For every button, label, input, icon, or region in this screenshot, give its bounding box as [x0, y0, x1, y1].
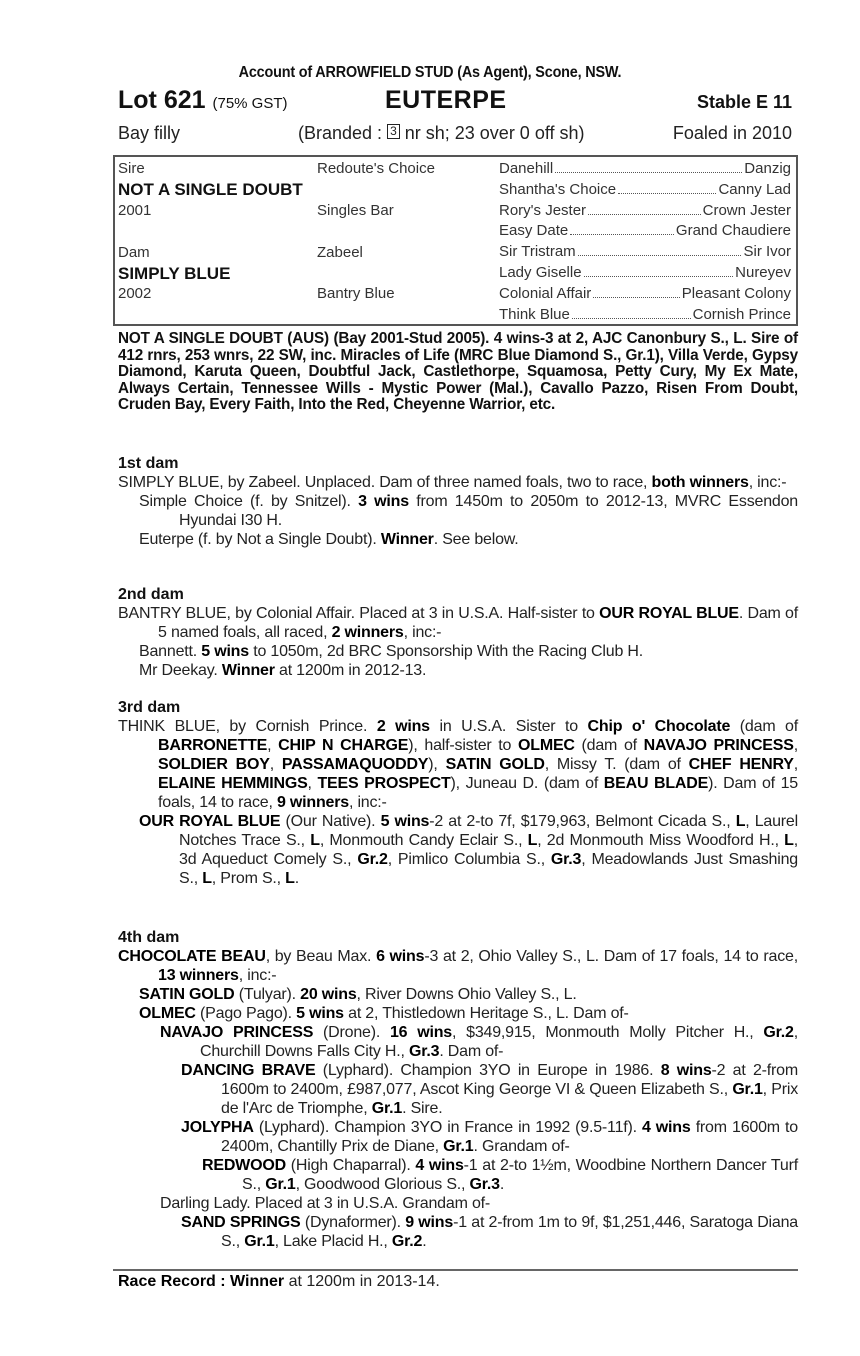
family-entry [118, 985, 798, 1004]
text: , Pimlico Columbia S., [387, 851, 551, 868]
ancestor-name: Danehill [499, 160, 554, 177]
text: , inc:- [748, 474, 787, 491]
text: , River Downs Ohio Valley S., L. [356, 986, 577, 1003]
family-entry [118, 1004, 798, 1023]
brand-prefix: (Branded : [298, 123, 388, 143]
text: , inc:- [238, 967, 277, 984]
text: . Dam of- [439, 1043, 504, 1060]
text: , 3d Aqueduct Comely S., [179, 832, 798, 868]
ancestor-sire: Pleasant Colony [681, 284, 791, 302]
dam-label: Dam [118, 244, 150, 261]
bold-text: PASSAMAQUODDY [281, 756, 429, 773]
bold-text: OUR ROYAL BLUE [139, 813, 281, 830]
bold-text: L [784, 832, 794, 849]
bold-text: REDWOOD [202, 1157, 286, 1174]
dotted-leader [584, 262, 734, 277]
text: Simple Choice (f. by Snitzel). [139, 493, 359, 510]
sire-summary: NOT A SINGLE DOUBT (AUS) (Bay 2001-Stud 2005). 4 wins-3 at 2, AJC Canonbury S., L. Sire of 412 rnrs, 253 wnrs, 22 SW, inc. Miracles of Life (MRC Blue Diamond S., Gr.1), Villa Verde, Gypsy Diamond, Karuta Queen, Doubtful Jack, Castlethorpe, Squamosa, Petty Cury, My Ex Mate, Always Certain, Tennessee Wills - Mystic Power (Mal.), Cavallo Pazzo, Risen From Doubt, Cruden Bay, Every Faith, Into the Red, Cheyenne Warrior, etc. [118, 330, 798, 414]
dotted-leader [578, 241, 742, 256]
text: , [267, 737, 279, 754]
bold-text: Winner [221, 662, 275, 679]
text: . [294, 870, 299, 887]
bold-text: 5 wins [201, 643, 249, 660]
text: (Lyphard). Champion 3YO in Europe in 1986. [315, 1062, 661, 1079]
dotted-leader [593, 283, 679, 298]
race-record [118, 1273, 440, 1291]
bold-text: JOLYPHA [181, 1119, 254, 1136]
bold-text: Gr.3 [550, 851, 582, 868]
text: -1 at 2-to 1½m, Woodbine Northern Dancer Turf S., [242, 1157, 798, 1193]
bold-text: 8 wins [660, 1062, 712, 1079]
family-entry [118, 1213, 798, 1251]
family-entry [118, 1156, 798, 1194]
bold-text: Gr.1 [265, 1176, 296, 1193]
foaled-year: Foaled in 2010 [672, 123, 792, 143]
bold-text: L [310, 832, 320, 849]
bold-text: both winners [651, 474, 749, 491]
bold-text: 2 winners [331, 624, 404, 641]
dam-section [118, 585, 798, 680]
text: , Prom S., [211, 870, 286, 887]
text: BANTRY BLUE, by Colonial Affair. Placed at 3 in U.S.A. Half-sister to [118, 605, 600, 622]
lot-number [118, 86, 288, 115]
bold-text: 6 wins [376, 948, 425, 965]
ancestor-sire: Crown Jester [702, 201, 791, 219]
text: , [793, 756, 798, 773]
bold-text: SATIN GOLD [445, 756, 545, 773]
ancestor-sire: Cornish Prince [692, 305, 791, 323]
bold-text: NAVAJO PRINCESS [160, 1024, 314, 1041]
gst-note: (75% GST) [212, 95, 288, 112]
pedigree-ancestor-row [499, 220, 791, 241]
stable-location: Stable E 11 [696, 92, 792, 112]
pedigree-ancestor-row [499, 283, 791, 304]
brand-mark: 3 [387, 124, 400, 139]
text: , 2d Monmouth Miss Woodford H., [537, 832, 785, 849]
text: -1 at 2-from 1m to 9f, $1,251,446, Saratoga Diana S., [221, 1214, 799, 1250]
bold-text: Gr.3 [408, 1043, 440, 1060]
bold-text: Chip o' Chocolate [587, 718, 731, 735]
bold-text: Gr.3 [469, 1176, 500, 1193]
family-entry [118, 604, 798, 642]
dam-section [118, 928, 798, 1251]
text: (Lyphard). Champion 3YO in France in 1992 (9.5-11f). [253, 1119, 642, 1136]
text: at 2, Thistledown Heritage S., L. Dam of- [343, 1005, 629, 1022]
text: . [422, 1233, 427, 1250]
ancestor-sire: Nureyev [735, 264, 791, 281]
bold-text: 3 wins [358, 493, 409, 510]
sire-sire: Redoute's Choice [317, 160, 435, 177]
dam-year: 2002 [118, 285, 152, 302]
dam-name: SIMPLY BLUE [118, 264, 231, 283]
text: (Pago Pago). [195, 1005, 297, 1022]
bold-text: Gr.1 [732, 1081, 763, 1098]
pedigree-ancestor-row [499, 158, 791, 179]
bold-text: CHIP N CHARGE [278, 737, 409, 754]
family-entry [118, 661, 798, 680]
text: . See below. [433, 531, 519, 548]
bold-text: SAND SPRINGS [181, 1214, 301, 1231]
text: (dam of [730, 718, 798, 735]
family-entry [118, 1023, 798, 1061]
bold-text: BARRONETTE [158, 737, 268, 754]
lot-label: Lot 621 [118, 86, 206, 114]
bold-text: 13 winners [158, 967, 239, 984]
pedigree-ancestor-row [499, 262, 791, 283]
bold-text: TEES PROSPECT [317, 775, 451, 792]
dotted-leader [555, 158, 742, 173]
ancestor-name: Shantha's Choice [499, 180, 617, 198]
text: , [793, 737, 798, 754]
dam-section [118, 454, 798, 549]
dotted-leader [570, 220, 674, 235]
section-heading: 4th dam [118, 929, 180, 946]
bold-text: Gr.2 [357, 851, 388, 868]
pedigree-ancestor-row [499, 179, 791, 200]
text: Darling Lady. Placed at 3 in U.S.A. Grandam of- [160, 1195, 491, 1212]
divider [113, 1269, 798, 1271]
pedigree-ancestor-row [499, 200, 791, 221]
sire-year: 2001 [118, 202, 152, 219]
bold-text: CHOCOLATE BEAU [118, 948, 266, 965]
family-entry [118, 717, 798, 812]
brand-info [298, 123, 585, 144]
family-entry [118, 473, 798, 492]
family-entry [118, 642, 798, 661]
section-heading: 1st dam [118, 455, 179, 472]
dotted-leader [618, 179, 716, 194]
bold-text: 9 winners [276, 794, 349, 811]
bold-text: L [735, 813, 746, 830]
ancestor-sire: Sir Ivor [743, 243, 791, 261]
dam-section [118, 698, 798, 888]
text: . [499, 1176, 505, 1193]
bold-text: OLMEC [518, 737, 575, 754]
section-heading: 3rd dam [118, 699, 181, 716]
bold-text: OUR ROYAL BLUE [599, 605, 739, 622]
text: ), [428, 756, 446, 773]
text: , $349,915, Monmouth Molly Pitcher H., [452, 1024, 764, 1041]
bold-text: 9 wins [405, 1214, 454, 1231]
bold-text: 4 wins [642, 1119, 691, 1136]
dam-sire: Zabeel [317, 244, 363, 261]
text: from 1450m to 2050m to 2012-13, MVRC Essendon Hyundai I30 H. [179, 493, 798, 529]
text: ), Juneau D. (dam of [450, 775, 604, 792]
ancestor-sire: Danzig [744, 160, 791, 177]
family-entry [118, 1194, 798, 1213]
text: -2 at 2-from 1600m to 2400m, £987,077, Ascot King George VI & Queen Elizabeth S., [221, 1062, 798, 1098]
text: , Goodwood Glorious S., [295, 1176, 470, 1193]
pedigree-table [113, 155, 798, 326]
text: , Churchill Downs Falls City H., [200, 1024, 798, 1060]
text: at 1200m in 2012-13. [274, 662, 427, 679]
text: , Missy T. (dam of [544, 756, 689, 773]
text: in U.S.A. Sister to [429, 718, 588, 735]
bold-text: DANCING BRAVE [181, 1062, 316, 1079]
family-entry [118, 947, 798, 985]
race-record-detail: at 1200m in 2013-14. [284, 1273, 440, 1290]
ancestor-sire: Grand Chaudiere [675, 222, 791, 240]
text: (Dynaformer). [300, 1214, 406, 1231]
bold-text: 5 wins [380, 813, 430, 830]
text: , Lake Placid H., [274, 1233, 392, 1250]
text: (High Chaparral). [285, 1157, 416, 1174]
text: , [269, 756, 282, 773]
text: Mr Deekay. [139, 662, 222, 679]
family-entry [118, 1061, 798, 1118]
text: . Sire. [402, 1100, 443, 1117]
text: . Grandam of- [473, 1138, 570, 1155]
text: , [307, 775, 318, 792]
horse-name: EUTERPE [385, 86, 507, 114]
bold-text: CHEF HENRY [688, 756, 794, 773]
dotted-leader [572, 304, 691, 319]
sire-name: NOT A SINGLE DOUBT [118, 180, 303, 199]
bold-text: Gr.1 [244, 1233, 275, 1250]
family-entry [118, 492, 798, 530]
text: from 1600m to 2400m, Chantilly Prix de Diane, [221, 1119, 798, 1155]
vendor-line: Account of ARROWFIELD STUD (As Agent), Scone, NSW. [238, 64, 622, 81]
text: , inc:- [348, 794, 387, 811]
bold-text: Gr.2 [391, 1233, 423, 1250]
sire-label: Sire [118, 160, 145, 177]
text: Euterpe (f. by Not a Single Doubt). [139, 531, 381, 548]
horse-sex: Bay filly [118, 123, 181, 143]
bold-text: BEAU BLADE [603, 775, 709, 792]
text: (dam of [574, 737, 644, 754]
family-entry [118, 1118, 798, 1156]
ancestor-name: Sir Tristram [499, 243, 576, 261]
ancestor-name: Lady Giselle [499, 264, 582, 281]
text: ). Dam of 15 foals, 14 to race, [158, 775, 798, 811]
bold-text: 16 wins [389, 1024, 453, 1041]
bold-text: Winner [380, 531, 434, 548]
ancestor-name: Easy Date [499, 222, 569, 240]
bold-text: L [527, 832, 538, 849]
text: -2 at 2-to 7f, $179,963, Belmont Cicada S., [429, 813, 736, 830]
text: SIMPLY BLUE, by Zabeel. Unplaced. Dam of three named foals, two to race, [118, 474, 652, 491]
bold-text: SATIN GOLD [139, 986, 235, 1003]
bold-text: ELAINE HEMMINGS [158, 775, 308, 792]
bold-text: SOLDIER BOY [158, 756, 270, 773]
bold-text: OLMEC [139, 1005, 196, 1022]
text: , Laurel Notches Trace S., [179, 813, 798, 849]
text: THINK BLUE, by Cornish Prince. [118, 718, 377, 735]
bold-text: Gr.2 [763, 1024, 794, 1041]
text: -3 at 2, Ohio Valley S., L. Dam of 17 foals, 14 to race, [424, 948, 798, 965]
bold-text: L [285, 870, 295, 887]
text: , by Beau Max. [265, 948, 377, 965]
text: , Meadowlands Just Smashing S., [179, 851, 798, 887]
dotted-leader [588, 200, 701, 215]
bold-text: Gr.1 [443, 1138, 474, 1155]
bold-text: L [202, 870, 212, 887]
family-entry [118, 812, 798, 888]
text: , Prix de l'Arc de Triomphe, [221, 1081, 799, 1117]
ancestor-name: Colonial Affair [499, 284, 592, 302]
ancestor-name: Rory's Jester [499, 201, 587, 219]
text: (Drone). [313, 1024, 390, 1041]
ancestor-name: Think Blue [499, 305, 570, 323]
bold-text: 4 wins [415, 1157, 464, 1174]
race-record-result: Winner [230, 1273, 285, 1290]
text: (Tulyar). [234, 986, 301, 1003]
text: ), half-sister to [408, 737, 518, 754]
text: , Monmouth Candy Eclair S., [319, 832, 528, 849]
bold-text: 2 wins [376, 718, 430, 735]
dam-dam: Bantry Blue [317, 285, 395, 302]
race-record-label: Race Record : [118, 1273, 231, 1290]
family-entry [118, 530, 798, 549]
section-heading: 2nd dam [118, 586, 184, 603]
pedigree-ancestor-row [499, 304, 791, 325]
text: , inc:- [403, 624, 442, 641]
text: . Dam of 5 named foals, all raced, [158, 605, 798, 641]
bold-text: 20 wins [300, 986, 357, 1003]
bold-text: 5 wins [296, 1005, 344, 1022]
pedigree-ancestor-row [499, 241, 791, 262]
brand-suffix: nr sh; 23 over 0 off sh) [399, 123, 585, 143]
sire-dam: Singles Bar [317, 202, 394, 219]
text: Bannett. [139, 643, 202, 660]
bold-text: Gr.1 [371, 1100, 403, 1117]
text: to 1050m, 2d BRC Sponsorship With the Racing Club H. [248, 643, 644, 660]
text: (Our Native). [280, 813, 381, 830]
ancestor-sire: Canny Lad [718, 180, 791, 198]
bold-text: NAVAJO PRINCESS [643, 737, 794, 754]
